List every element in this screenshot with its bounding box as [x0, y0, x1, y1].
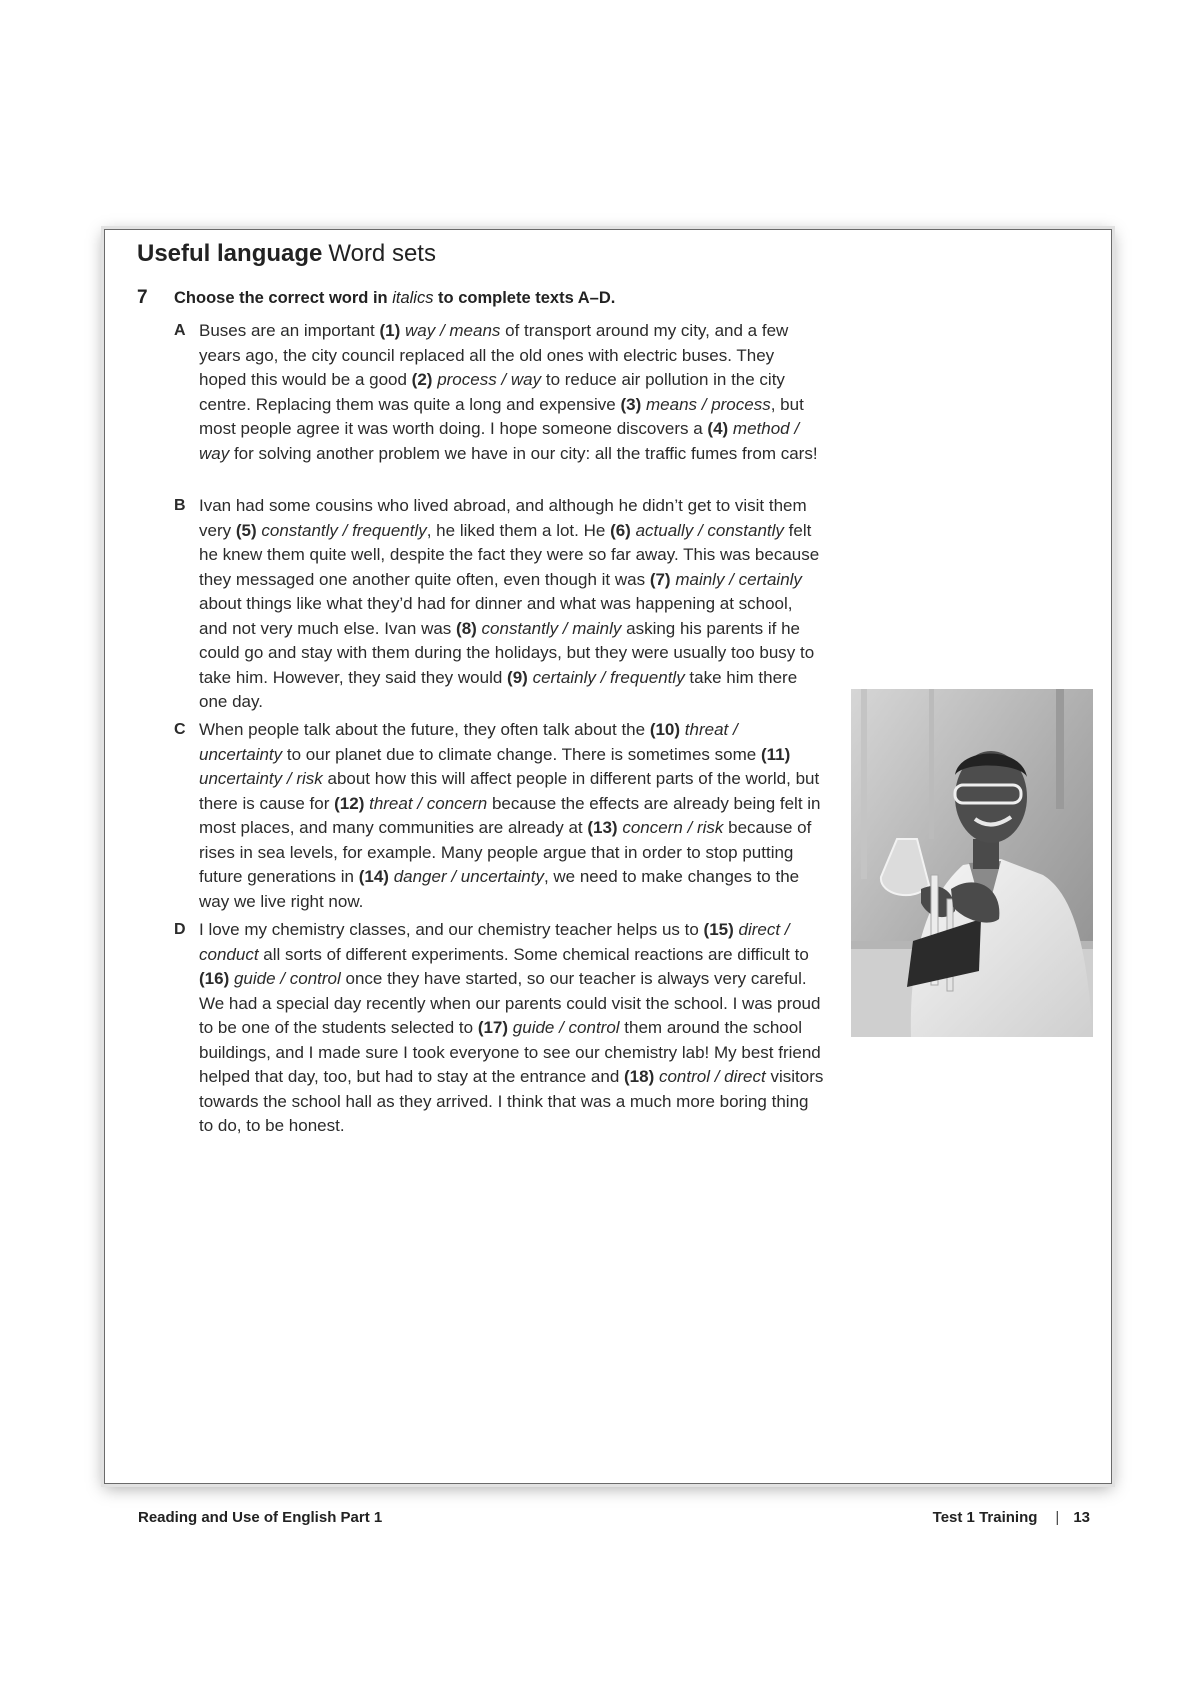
question-number: 7	[137, 287, 148, 308]
text-run: Ivan had some cousins who lived abroad, and although he didn’t get to visit them very	[199, 496, 807, 540]
gap-number: (7)	[649, 569, 671, 589]
text-run: felt he knew them quite well, despite the fact they were so far away. This was because they messaged one another quite often, even though it was	[199, 520, 820, 589]
answer-options[interactable]: way / means	[405, 321, 501, 340]
text-run: , we need to make changes to the way we live right now.	[199, 867, 800, 911]
text-run: visitors towards the school hall as they arrived. I think that was a much more boring thing to do, to be honest.	[199, 1067, 824, 1135]
text-run: I love my chemistry classes, and our chemistry teacher helps us to	[199, 920, 704, 939]
gap-number: (5)	[235, 520, 257, 540]
text-body	[199, 718, 824, 914]
text-run: take him there one day.	[199, 667, 798, 711]
text-run: , but most people agree it was worth doing. I hope someone discovers a	[199, 394, 804, 438]
text-run: to reduce air pollution in the city centre. Replacing them was quite a long and expensive	[199, 370, 785, 414]
gap-number: (11)	[760, 744, 791, 764]
answer-options[interactable]: threat / uncertainty	[199, 720, 738, 764]
heading-subtitle: Word sets	[328, 240, 436, 267]
gap-number: (18)	[624, 1067, 655, 1086]
gap-number: (13)	[587, 818, 618, 837]
page-number: 13	[1073, 1509, 1090, 1526]
footer-section-title: Reading and Use of English Part 1	[138, 1509, 383, 1526]
section-heading	[137, 240, 436, 268]
gap-number: (17)	[477, 1018, 509, 1037]
gap-number: (3)	[620, 394, 642, 414]
gap-number: (2)	[411, 370, 433, 389]
text-d	[174, 918, 824, 1139]
answer-options[interactable]: certainly / frequently	[532, 667, 685, 687]
text-run: of transport around my city, and a few years ago, the city council replaced all the old ones with electric buses. They hoped this would be a good	[199, 321, 789, 389]
text-run: Buses are an important	[199, 321, 380, 340]
answer-options[interactable]: concern / risk	[622, 818, 724, 837]
text-b	[174, 494, 824, 715]
answer-options[interactable]: uncertainty / risk	[199, 769, 323, 788]
footer-page-info	[933, 1509, 1090, 1526]
question-instruction: Choose the correct word in italics to complete texts A–D.	[174, 289, 616, 307]
gap-number: (6)	[610, 520, 631, 540]
gap-number: (15)	[703, 920, 734, 939]
text-run: because the effects are already being felt in most places, and many communities are already at	[199, 793, 821, 837]
text-letter: C	[174, 721, 186, 738]
footer-separator: |	[1055, 1509, 1060, 1526]
text-run: all sorts of different experiments. Some chemical reactions are difficult to	[258, 944, 809, 964]
text-run: about things like what they’d had for dinner and what was happening at school, and not very much else. Ivan was	[199, 594, 793, 638]
gap-number: (12)	[334, 793, 365, 813]
gap-number: (10)	[649, 720, 681, 739]
text-run: for solving another problem we have in our city: all the traffic fumes from cars!	[229, 443, 818, 463]
answer-options[interactable]: means / process	[646, 394, 771, 414]
answer-options[interactable]: guide / control	[512, 1018, 620, 1037]
heading-title: Useful language	[137, 240, 323, 267]
exercise-panel	[104, 229, 1112, 1484]
text-body	[199, 918, 824, 1139]
text-run: , he liked them a lot. He	[426, 520, 611, 540]
answer-options[interactable]: constantly / mainly	[481, 618, 622, 638]
answer-options[interactable]: threat / concern	[369, 793, 488, 813]
answer-options[interactable]: constantly / frequently	[261, 520, 427, 540]
gap-number: (16)	[199, 969, 230, 988]
text-run: them around the school buildings, and I made sure I took everyone to see our chemistry lab! My best friend helped that day, too, but had to stay at the entrance and	[199, 1018, 821, 1086]
answer-options[interactable]: control / direct	[658, 1067, 766, 1086]
text-run: asking his parents if he could go and stay with them during the holidays, but they were usually too busy to take him. However, they said they would	[199, 618, 815, 687]
text-run: to our planet due to climate change. There is sometimes some	[282, 744, 761, 764]
answer-options[interactable]: actually / constantly	[635, 520, 784, 540]
text-letter: D	[174, 921, 186, 938]
footer-test-label: Test 1 Training	[932, 1509, 1038, 1526]
answer-options[interactable]: method / way	[199, 419, 800, 463]
text-letter: A	[174, 322, 186, 339]
answer-options[interactable]: mainly / certainly	[675, 569, 802, 589]
gap-number: (4)	[707, 419, 729, 438]
chemistry-student-photo	[851, 689, 1093, 1037]
answer-options[interactable]: danger / uncertainty	[393, 867, 544, 886]
instruction-italic-word: italics	[392, 289, 434, 307]
gap-number: (14)	[358, 867, 389, 886]
text-run: about how this will affect people in different parts of the world, but there is cause for	[199, 769, 820, 813]
gap-number: (8)	[456, 618, 477, 638]
text-a	[174, 319, 824, 466]
text-c	[174, 718, 824, 914]
text-run: because of rises in sea levels, for example. Many people argue that in order to stop putting future generations in	[199, 818, 812, 886]
answer-options[interactable]: guide / control	[233, 969, 341, 988]
text-run: When people talk about the future, they often talk about the	[199, 720, 650, 739]
answer-options[interactable]: direct / conduct	[199, 920, 790, 964]
gap-number: (9)	[507, 667, 528, 687]
text-letter: B	[174, 497, 186, 514]
gap-number: (1)	[379, 321, 401, 340]
text-body	[199, 494, 824, 715]
text-run: once they have started, so our teacher is always very careful. We had a special day recently when our parents could visit the school. I was proud to be one of the students selected to	[199, 969, 821, 1037]
text-body	[199, 319, 824, 466]
answer-options[interactable]: process / way	[437, 370, 542, 389]
